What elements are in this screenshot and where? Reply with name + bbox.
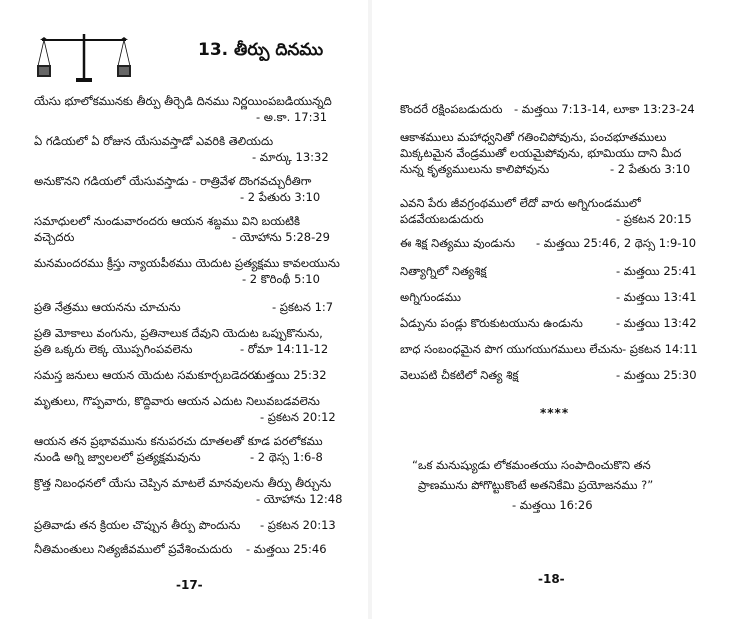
entry-text-continued: నుండి అగ్ని జ్వాలలలో ప్రత్యక్షమవును [34, 450, 201, 464]
entry-reference: - మత్తయి 25:46 [246, 542, 327, 556]
entry-reference: - రోమా 14:11-12 [240, 342, 329, 356]
entry-text: ఏ గడియలో ఏ రోజున యేసువస్తాడో ఎవరికి తెలియదు [34, 134, 274, 148]
entry-reference: - మత్తయి 13:41 [616, 290, 697, 304]
entry-reference: - యోహాను 12:48 [256, 492, 343, 506]
chapter-title: 13. తీర్పు దినము [198, 40, 324, 60]
entry-reference: - యోహాను 5:28-29 [232, 230, 330, 244]
entry-text-continued: పడవేయబడుదురు [400, 212, 484, 226]
entry-text: సమస్త జనులు ఆయన యెదుట సమకూర్చబడెదరు [34, 368, 259, 382]
entry-text: ప్రతివాడు తన క్రియల చొప్పున తీర్పు పొందును [34, 518, 241, 532]
entry-reference: - మత్తయి 7:13-14, లూకా 13:23-24 [514, 102, 695, 116]
entry-reference: - మార్కు 13:32 [252, 150, 329, 164]
entry-reference: - 2 కొరింథీ 5:10 [242, 272, 320, 286]
entry-text: యేసు భూలోకమునకు తీర్పు తీర్చెడి దినము నిర్ణయింపబడియున్నది [34, 94, 332, 108]
entry-reference: - 2 పేతురు 3:10 [240, 190, 321, 204]
entry-reference: - మత్తయి 25:30 [616, 368, 697, 382]
entry-text: ఆయన తన ప్రభావమును కనుపరచు దూతలతో కూడ పరలోకము [34, 434, 323, 448]
entry-reference: - మత్తయి 25:41 [616, 264, 697, 278]
scales-of-justice-icon [34, 32, 134, 84]
entry-text: సమాధులలో నుండువారందరు ఆయన శబ్దము విని బయటికి [34, 214, 300, 228]
entry-reference: - ప్రకటన 1:7 [272, 300, 334, 314]
right-page [372, 0, 745, 619]
entry-text-continued: మిక్కటమైన వేండ్రముతో లయమైపోవును, భూమియు దాని మీద [400, 146, 682, 160]
entry-text: అనుకొనని గడియలో యేసువస్తాడు - రాత్రివేళ దొంగవచ్చురీతిగా [34, 174, 312, 188]
entry-reference: - ప్రకటన 20:12 [260, 410, 336, 424]
page-number: -17- [176, 578, 203, 592]
entry-reference: - మత్తయి 13:42 [616, 316, 697, 330]
entry-text: ప్రతి నేత్రము ఆయనను చూచును [34, 300, 181, 314]
entry-text: ఏడ్పును పండ్లు కొరుకుటయును ఉండును [400, 316, 583, 330]
entry-text-continued: నున్న కృత్యములును కాలిపోవును [400, 162, 550, 176]
entry-text: నీతిమంతులు నిత్యజీవములో ప్రవేశించుదురు [34, 542, 233, 556]
entry-text: క్రొత్త నిబంధనలో యేసు చెప్పిన మాటలే మానవులను తీర్పు తీర్చును [34, 476, 332, 490]
entry-text: ఆకాశములు మహాధ్వనితో గతించిపోవును, పంచభూతములు [400, 130, 667, 144]
entry-reference: - 2 థెస్స 1:6-8 [250, 450, 323, 464]
entry-text-continued: వచ్చెదరు [34, 230, 75, 244]
quote-reference: - మత్తయి 16:26 [512, 498, 593, 512]
entry-text: బాధ సంబంధమైన పొగ యుగయుగములు లేచును [400, 342, 623, 356]
section-separator: **** [540, 406, 570, 420]
page-number: -18- [538, 572, 565, 586]
quote-line: “ఒక మనుష్యుడు లోకమంతయు సంపాదించుకొని తన [412, 458, 651, 472]
entry-reference: - మత్తయి 25:46, 2 థెస్స 1:9-10 [536, 236, 697, 250]
entry-reference: - ప్రకటన 14:11 [622, 342, 698, 356]
entry-text: ఈ శిక్ష నిత్యము వుండును [400, 236, 515, 250]
entry-text: ప్రతి మోకాలు వంగును, ప్రతినాలుక దేవుని యెదుట ఒప్పుకొనును, [34, 326, 323, 340]
entry-reference: - అ.కా. 17:31 [256, 110, 328, 124]
entry-text: మృతులు, గొప్పవారు, కొద్దివారు ఆయన ఎదుట నిలువబడవలెను [34, 394, 320, 408]
entry-reference: - ప్రకటన 20:15 [616, 212, 692, 226]
entry-text: కొందరే రక్షింపబడుదురు [400, 102, 503, 116]
entry-reference: - 2 పేతురు 3:10 [610, 162, 691, 176]
entry-reference: - ప్రకటన 20:13 [260, 518, 336, 532]
entry-text: మనమందరము క్రీస్తు న్యాయపీఠము యెదుట ప్రత్యక్షము కావలయును [34, 256, 340, 270]
entry-text: అగ్నిగుండము [400, 290, 461, 304]
entry-text: ఎవని పేరు జీవగ్రంథములో లేదో వారు అగ్నిగుండములో [400, 196, 641, 210]
quote-line: ప్రాణమును పోగొట్టుకొంటే అతనికేమి ప్రయోజనము ?” [418, 478, 654, 492]
entry-text: వెలుపటి చీకటిలో నిత్య శిక్ష [400, 368, 519, 382]
entry-text-continued: ప్రతి ఒక్కరు లెక్క యొప్పగింపవలెను [34, 342, 193, 356]
entry-text: నిత్యాగ్నిలో నిత్యశిక్ష [400, 264, 487, 278]
entry-reference: - మత్తయి 25:32 [246, 368, 327, 382]
